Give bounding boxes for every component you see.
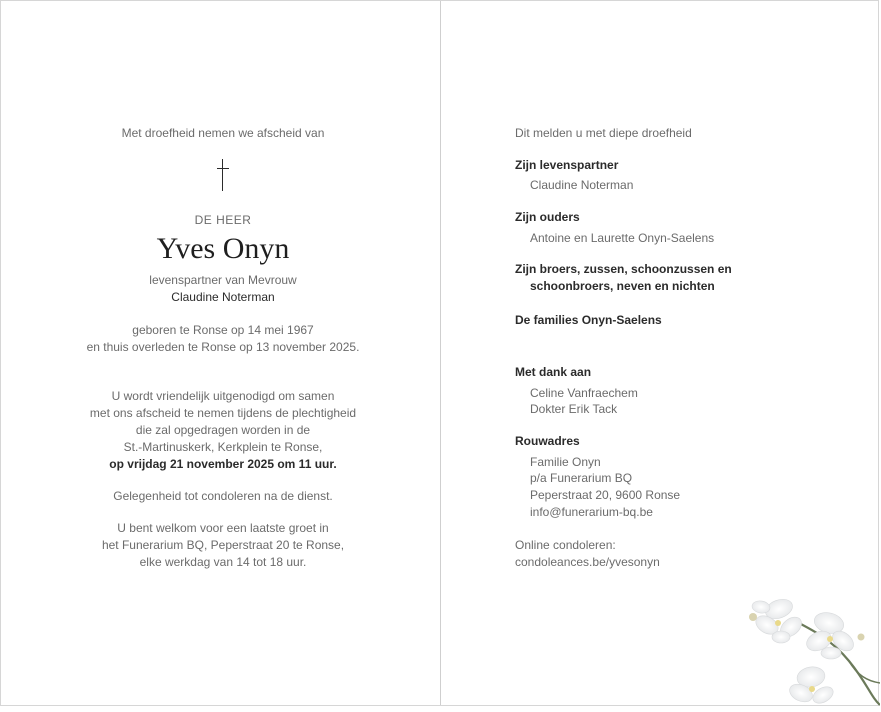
visitation-block xyxy=(1,520,445,571)
thanks-heading: Met dank aan xyxy=(515,365,592,379)
address-line: Peperstraat 20, 9600 Ronse xyxy=(530,488,681,502)
address-line: p/a Funerarium BQ xyxy=(530,471,633,485)
thanks-item: Celine Vanfraechem xyxy=(530,386,638,400)
intro-text: Met droefheid nemen we afscheid van xyxy=(121,126,325,140)
orchid-icon xyxy=(731,579,880,707)
ceremony-date: op vrijdag 21 november 2025 om 11 uur. xyxy=(109,457,337,471)
birth-line: geboren te Ronse op 14 mei 1967 xyxy=(132,323,314,337)
death-line: en thuis overleden te Ronse op 13 november 2025. xyxy=(86,340,360,354)
thanks-item: Dokter Erik Tack xyxy=(530,402,618,416)
families-heading: De families Onyn-Saelens xyxy=(515,313,662,327)
invite-line: met ons afscheid te nemen tijdens de plechtigheid xyxy=(89,406,357,420)
partner-label: levenspartner van Mevrouw xyxy=(149,273,297,287)
invite-line: die zal opgedragen worden in de xyxy=(135,423,311,437)
address-heading: Rouwadres xyxy=(515,434,580,448)
invite-line: U wordt vriendelijk uitgenodigd om samen xyxy=(111,389,335,403)
siblings-heading-line2: schoonbroers, neven en nichten xyxy=(530,279,715,293)
invite-line: St.-Martinuskerk, Kerkplein te Ronse, xyxy=(123,440,323,454)
partner-name: Claudine Noterman xyxy=(530,178,634,192)
address-email: info@funerarium-bq.be xyxy=(530,505,653,519)
visitation-line: het Funerarium BQ, Peperstraat 20 te Ronse, xyxy=(101,538,345,552)
birth-death-block xyxy=(1,322,445,356)
visitation-line: U bent welkom voor een laatste groet in xyxy=(117,521,329,535)
invitation-block xyxy=(1,388,445,473)
cross-icon xyxy=(215,159,231,191)
deceased-name: Yves Onyn xyxy=(156,232,290,265)
partner-heading: Zijn levenspartner xyxy=(515,158,619,172)
announcement-intro: Dit melden u met diepe droefheid xyxy=(515,126,692,140)
honorific: DE HEER xyxy=(194,213,252,227)
online-condolence-url: condoleances.be/yvesonyn xyxy=(515,555,660,569)
condolence-note: Gelegenheid tot condoleren na de dienst. xyxy=(113,489,333,503)
online-condolence-label: Online condoleren: xyxy=(515,538,616,552)
visitation-line: elke werkdag van 14 tot 18 uur. xyxy=(139,555,307,569)
siblings-heading-line1: Zijn broers, zussen, schoonzussen en xyxy=(515,262,732,276)
partner-name: Claudine Noterman xyxy=(171,290,275,304)
parents-heading: Zijn ouders xyxy=(515,210,580,224)
parents-names: Antoine en Laurette Onyn-Saelens xyxy=(530,231,715,245)
address-line: Familie Onyn xyxy=(530,455,601,469)
